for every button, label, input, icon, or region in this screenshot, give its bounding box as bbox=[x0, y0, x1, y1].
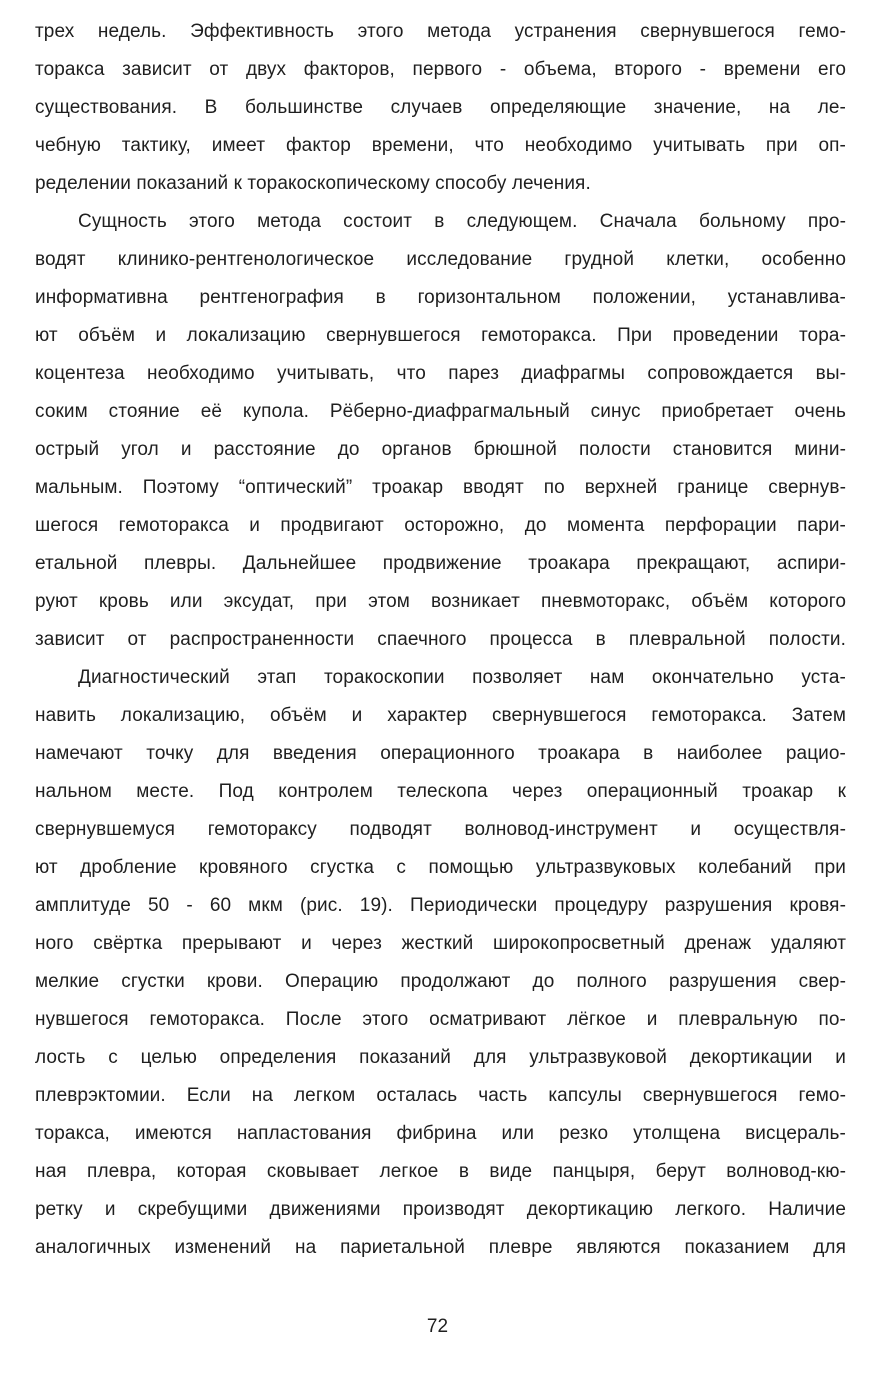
text-line: етальной плевры. Дальнейшее продвижение троакара прекращают, аспири- bbox=[35, 553, 846, 574]
text-line: трех недель. Эффективность этого метода устранения свернувшегося гемо- bbox=[35, 21, 846, 42]
paragraph-first-line: Сущность этого метода состоит в следующем. Сначала больному про- bbox=[78, 211, 846, 232]
text-line: острый угол и расстояние до органов брюшной полости становится мини- bbox=[35, 439, 846, 460]
text-line: навить локализацию, объём и характер свернувшегося гемоторакса. Затем bbox=[35, 705, 846, 726]
text-line: коцентеза необходимо учитывать, что парез диафрагмы сопровождается вы- bbox=[35, 363, 846, 384]
text-line: шегося гемоторакса и продвигают осторожно, до момента перфорации пари- bbox=[35, 515, 846, 536]
text-line: нальном месте. Под контролем телескопа через операционный троакар к bbox=[35, 781, 846, 802]
text-line: мальным. Поэтому “оптический” троакар вводят по верхней границе свернув- bbox=[35, 477, 846, 498]
text-line: амплитуде 50 - 60 мкм (рис. 19). Периодически процедуру разрушения кровя- bbox=[35, 895, 846, 916]
text-line: торакса зависит от двух факторов, первого - объема, второго - времени его bbox=[35, 59, 846, 80]
text-line: водят клинико-рентгенологическое исследование грудной клетки, особенно bbox=[35, 249, 846, 270]
text-line: ного свёртка прерывают и через жесткий широкопросветный дренаж удаляют bbox=[35, 933, 846, 954]
text-line: чебную тактику, имеет фактор времени, что необходимо учитывать при оп- bbox=[35, 135, 846, 156]
page-number: 72 bbox=[426, 1316, 449, 1337]
text-line: нувшегося гемоторакса. После этого осматривают лёгкое и плевральную по- bbox=[35, 1009, 846, 1030]
text-line: соким стояние её купола. Рёберно-диафрагмальный синус приобретает очень bbox=[35, 401, 846, 422]
text-line: руют кровь или эксудат, при этом возникает пневмоторакс, объём которого bbox=[35, 591, 846, 612]
text-line: ют дробление кровяного сгустка с помощью ультразвуковых колебаний при bbox=[35, 857, 846, 878]
text-line: ретку и скребущими движениями производят декортикацию легкого. Наличие bbox=[35, 1199, 846, 1220]
text-line: ределении показаний к торакоскопическому способу лечения. bbox=[35, 173, 591, 194]
text-line: свернувшемуся гемотораксу подводят волновод-инструмент и осуществля- bbox=[35, 819, 846, 840]
text-line: торакса, имеются напластования фибрина или резко утолщена висцераль- bbox=[35, 1123, 846, 1144]
text-line: зависит от распространенности спаечного процесса в плевральной полости. bbox=[35, 629, 846, 650]
text-line: аналогичных изменений на париетальной плевре являются показанием для bbox=[35, 1237, 846, 1258]
text-line: намечают точку для введения операционного троакара в наиболее рацио- bbox=[35, 743, 846, 764]
text-line: ют объём и локализацию свернувшегося гемоторакса. При проведении тора- bbox=[35, 325, 846, 346]
text-line: плеврэктомии. Если на легком осталась часть капсулы свернувшегося гемо- bbox=[35, 1085, 846, 1106]
text-line: существования. В большинстве случаев определяющие значение, на ле- bbox=[35, 97, 846, 118]
paragraph-first-line: Диагностический этап торакоскопии позволяет нам окончательно уста- bbox=[78, 667, 846, 688]
text-line: информативна рентгенография в горизонтальном положении, устанавлива- bbox=[35, 287, 846, 308]
text-line: ная плевра, которая сковывает легкое в виде панцыря, берут волновод-кю- bbox=[35, 1161, 846, 1182]
text-line: мелкие сгустки крови. Операцию продолжают до полного разрушения свер- bbox=[35, 971, 846, 992]
text-line: лость с целью определения показаний для ультразвуковой декортикации и bbox=[35, 1047, 846, 1068]
